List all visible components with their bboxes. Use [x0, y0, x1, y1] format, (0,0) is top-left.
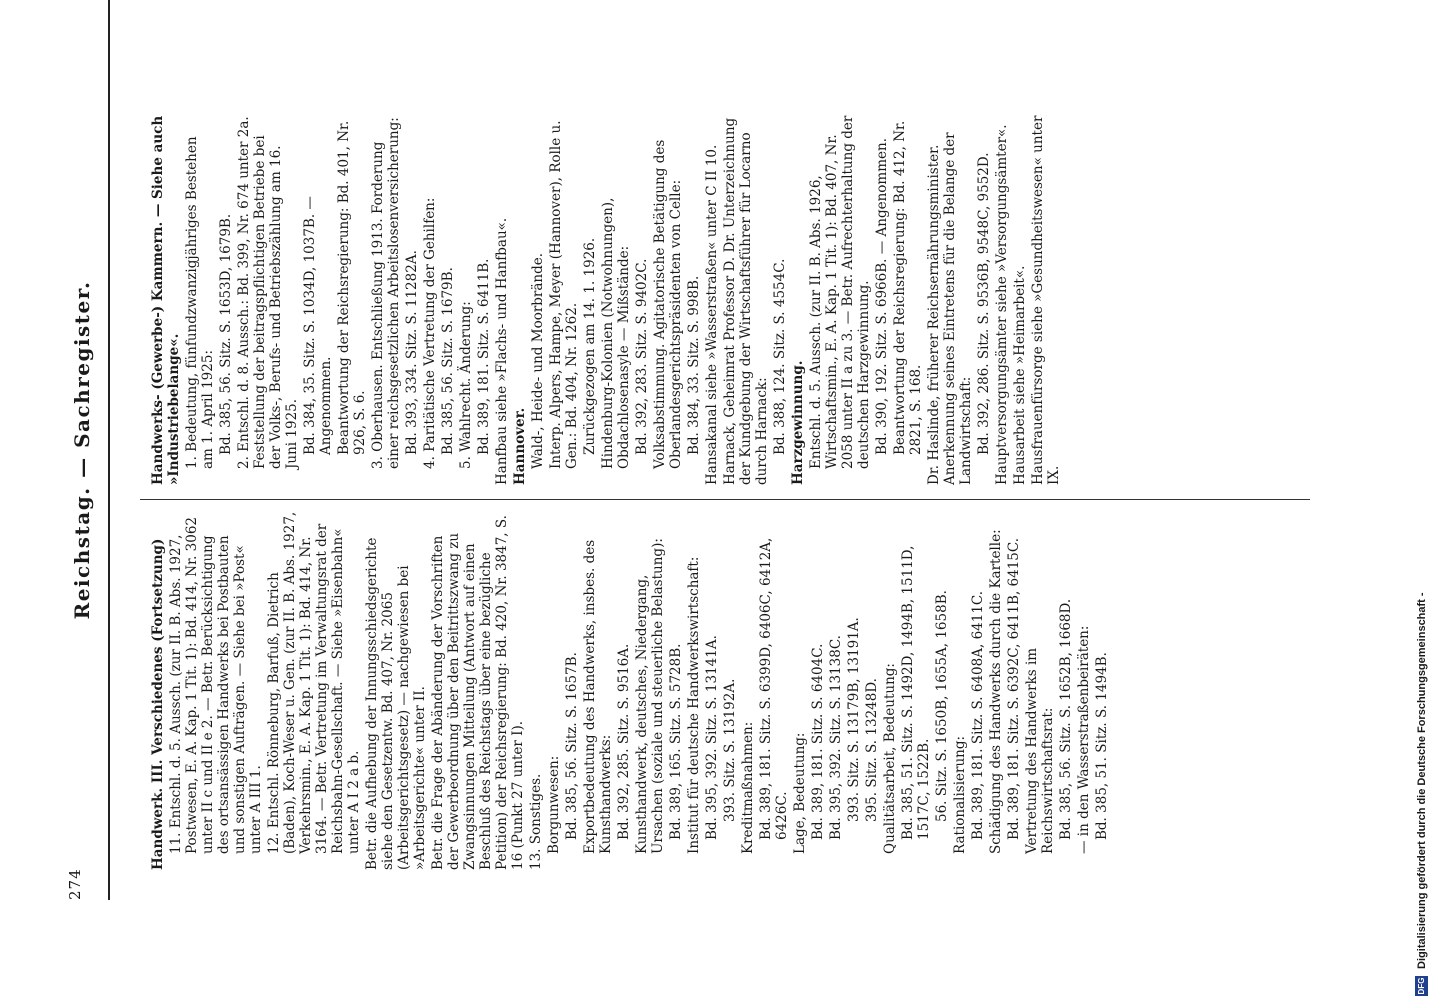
index-entry: Bd. 389, 181. Sitz. S. 6411B. — [476, 258, 492, 455]
index-entry: 395. Sitz. S. 13248D. — [864, 678, 880, 822]
index-entry: Qualitätsarbeit, Bedeutung: — [882, 663, 898, 854]
footer — [1415, 0, 1433, 1000]
index-entry: 3. Oberhausen. Entschließung 1913. Forderung einer reichsgesetzlichen Arbeitslosenversicherung: — [370, 117, 402, 469]
index-entry: Borgunwesen: — [546, 755, 562, 854]
index-entry: Bd. 395, 392. Sitz. S. 13141A. — [704, 635, 720, 840]
index-entry: Exportbedeutung des Handwerks, insbes. des Kunsthandwerks: — [582, 539, 614, 854]
index-entry: Hansakanal siehe »Wasserstraßen« unter C II 10. — [704, 144, 720, 485]
page-header — [66, 0, 106, 900]
left-column — [150, 510, 1300, 870]
index-entry: Volksabstimmung. Agitatorische Betätigung des Oberlandesgerichtspräsidenten von Celle: — [652, 139, 684, 469]
index-entry: Bd. 389, 181. Sitz. S. 6408A, 6411C. — [970, 590, 986, 840]
index-entry: 393. Sitz. S. 13179B, 13191A. — [846, 617, 862, 822]
index-entry: Institut für deutsche Handwerkswirtschaft: — [686, 556, 702, 854]
index-entry: Bd. 392, 283. Sitz. S. 9402C. — [634, 258, 650, 455]
footer-credit: Digitalisierung gefördert durch die Deutsche Forschungsgemeinschaft - — [1415, 592, 1428, 969]
column-divider — [140, 499, 1310, 500]
index-entry: Kreditmaßnahmen: — [740, 721, 756, 854]
index-entry: Bd. 385, 56. Sitz. S. 1652B, 1668D. — [1058, 598, 1074, 840]
index-entry: Hanfbau siehe »Flachs- und Hanfbau«. — [494, 217, 510, 485]
index-entry: 11. Entschl. d. 5. Aussch. (zur II. B. Abs. 1927, Postwesen, E. A. Kap. 1 Tit. 1): Bd. 414, Nr. 3062 unter II c und II e 2. — Betr. Berücksichtigung des ortsansässigen Handwerks bei Postbauten und sonstigen Aufträgen. — Siehe bei »Post« unter A III 1. — [168, 516, 264, 854]
index-entry: Rationalisierung: — [952, 735, 968, 854]
index-entry: Bd. 388, 124. Sitz. S. 4554C. — [772, 258, 788, 455]
index-entry: Zurückgezogen am 14. 1. 1926. — [582, 237, 598, 455]
index-entry: Hauptversorgungsämter siehe »Versorgungsämter«. — [994, 124, 1010, 485]
index-entry: Bd. 385, 51. Sitz. S. 1492D, 1494B, 1511D, 1517C, 1522B. — [900, 545, 932, 840]
index-entry: Bd. 390, 192. Sitz. S. 6966B. — Angenommen. — [874, 137, 890, 455]
index-entry: Hausfrauenfürsorge siehe »Gesundheitswesen« unter IX. — [1030, 115, 1062, 485]
index-entry: Bd. 385, 56. Sitz. S. 1657B. — [564, 652, 580, 840]
index-entry: Bd. 385, 51. Sitz. S. 1494B. — [1094, 652, 1110, 840]
index-entry: 4. Paritätische Vertretung der Gehilfen: — [422, 197, 438, 469]
index-entry: Beantwortung der Reichsregierung: Bd. 412, Nr. 2821, S. 168. — [892, 120, 924, 455]
index-entry: Bd. 393, 334. Sitz. S. 11282A. — [404, 250, 420, 455]
index-entry: Interp. Alpers, Hampe, Meyer (Hannover), Rolle u. Gen.: Bd. 404, Nr. 1262. — [548, 120, 580, 469]
index-entry: 393. Sitz. S. 13192A. — [722, 678, 738, 822]
index-entry: 12. Entschl. Rönneburg, Barfuß, Dietrich (Baden), Koch-Weser u. Gen. (zur II. B. Abs. 1927, Verkehrsmin., E. A. Kap. 1 Tit. 1): Bd. 414, Nr. 3164. — Betr. Vertretung im Verwaltungsrat der Reichsbahn-Gesellschaft. — Siehe »Eisenbahn« unter A I 2 a b. — [266, 511, 362, 854]
index-entry: Beantwortung der Reichsregierung: Bd. 401, Nr. 926, S. 6. — [336, 120, 368, 455]
index-entry: Betr. die Frage der Abänderung der Vorschriften der Gewerbeordnung über den Beitrittszwang zu Zwangsinnungen Mitteilung (Antwort auf einen Beschluß des Reichstags über eine bezügliche Petition) der Reichsregierung: Bd. 420, Nr. 3847, S. 16 (Punkt 27 unter I). — [430, 515, 526, 870]
index-entry: Bd. 389, 181. Sitz. S. 6404C. — [810, 643, 826, 840]
index-entry: Betr. die Aufhebung der Innungsschiedsgerichte siehe den Gesetzentw. Bd. 407, Nr. 2065 (Arbeitsgerichtsgesetz) — nachgewiesen bei »Arbeitsgerichte« unter II. — [364, 537, 428, 870]
index-entry: Bd. 385, 56. Sitz. S. 1679B. — [440, 267, 456, 455]
index-entry: Bd. 389, 181. Sitz. S. 6392C, 6411B, 6415C. — [1006, 537, 1022, 840]
index-entry: Bd. 384, 35. Sitz. S. 1034D, 1037B. — Angenommen. — [302, 196, 334, 455]
page-title: Reichstag. — Sachregister. — [70, 280, 94, 620]
index-entry: Harzgewinnung. — [790, 360, 806, 485]
index-entry: Bd. 389, 165. Sitz. S. 5728B. — [668, 643, 684, 840]
index-entry: Entschl. d. 5. Aussch. (zur II. B. Abs. 1926, Wirtschaftsmin., E. A. Kap. 1 Tit. 1): Bd. 407, Nr. 2058 unter II a zu 3. — Betr. Aufrechterhaltung der deutschen Harzgewinnung. — [808, 115, 872, 469]
index-entry: 5. Wahlrecht. Änderung: — [458, 301, 474, 469]
index-entry: 2. Entschl. d. 8. Aussch.: Bd. 399, Nr. 674 unter 2a. Feststellung der beitragspflichtigen Betriebe bei der Volks-, Berufs- und Betriebszählung am 16. Juni 1925. — [236, 116, 300, 469]
index-entry: Lage, Bedeutung: — [792, 732, 808, 854]
index-entry: Vertretung des Handwerks im Reichswirtschaftsrat: — [1024, 647, 1056, 854]
index-entry: — in den Wasserstraßenbeiräten: — [1076, 625, 1092, 854]
index-entry: Bd. 392, 286. Sitz. S. 9536B, 9548C, 9552D. — [976, 152, 992, 455]
index-entry: Bd. 392, 285. Sitz. S. 9516A. — [616, 643, 632, 840]
index-entry: Wald-, Heide- und Moorbrände. — [530, 252, 546, 469]
index-entry: Schädigung des Handwerks durch die Kartelle: — [988, 529, 1004, 854]
index-entry: Harnack, Geheimrat Professor D. Dr. Unterzeichnung der Kundgebung der Wirtschaftsführer für Locarno durch Harnack: — [722, 117, 770, 485]
dfg-logo: DFG — [1417, 977, 1426, 995]
index-entry: Bd. 389, 181. Sitz. S. 6399D, 6406C, 6412A, 6426C. — [758, 537, 790, 840]
header-rule — [108, 0, 110, 900]
index-entry: Hindenburg-Kolonien (Notwohnungen), Obdachlosenasyle — Mißstände: — [600, 197, 632, 469]
right-column — [150, 115, 1300, 485]
index-entry: Bd. 385, 56. Sitz. S. 1653D, 1679B. — [218, 213, 234, 455]
index-entry: 56. Sitz. S. 1650B, 1655A, 1658B. — [934, 590, 950, 822]
index-entry: Handwerk. III. Verschiedenes (Fortsetzung) — [150, 538, 166, 870]
page-number: 274 — [66, 868, 84, 900]
index-entry: Dr. Haslinde, früherer Reichsernährungsminister. Anerkennung seines Eintretens für die Belange der Landwirtschaft: — [926, 132, 974, 485]
index-entry: 13. Sonstiges. — [528, 773, 544, 870]
index-entry: 1. Bedeutung, fünfundzwanzigjähriges Bestehen am 1. April 1925: — [184, 136, 216, 469]
index-entry: Hannover. — [512, 407, 528, 485]
index-entry: Bd. 395, 392. Sitz. S. 13138C. — [828, 635, 844, 840]
index-entry: Hausarbeit siehe »Heimarbeit«. — [1012, 265, 1028, 485]
index-entry: Handwerks- (Gewerbe-) Kammern. — Siehe auch »Industriebelange«. — [150, 115, 182, 485]
index-entry: Kunsthandwerk, deutsches, Niedergang, Ursachen (soziale und steuerliche Belastung): — [634, 538, 666, 854]
index-entry: Bd. 384, 33. Sitz. S. 998B. — [686, 275, 702, 455]
